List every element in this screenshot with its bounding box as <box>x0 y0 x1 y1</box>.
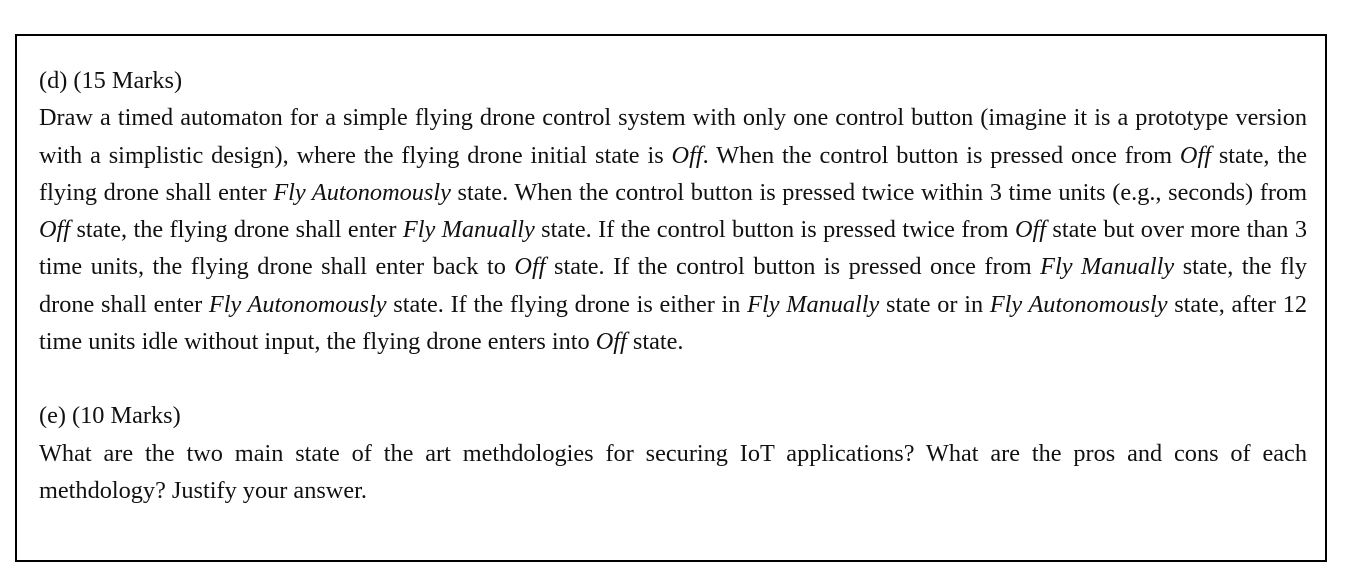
question-d-text: state. If the control button is pressed once from <box>545 253 1041 281</box>
question-d-text: state or in <box>879 290 990 318</box>
question-e-body: What are the two main state of the art methdologies for securing IoT applications? What are the pros and cons of each methdology? Justify your answer. <box>39 439 1307 504</box>
state-off-term: Off <box>39 216 71 244</box>
question-d-text: state, the flying drone shall enter <box>39 141 1308 206</box>
section-spacer <box>39 360 1307 397</box>
state-off-term: Off <box>514 253 546 281</box>
state-off-term: Off <box>1014 216 1047 244</box>
question-d-text: . When the control button is pressed once from <box>702 141 1180 169</box>
question-d-text: state. <box>626 328 684 356</box>
question-content <box>39 62 1307 509</box>
state-off-term: Off <box>671 141 703 169</box>
question-d <box>39 62 1307 360</box>
question-d-text: state. If the flying drone is either in <box>386 290 748 318</box>
state-fly-autonomously-term: Fly Autonomously <box>989 290 1168 318</box>
state-fly-manually-term: Fly Manually <box>1040 253 1175 281</box>
state-fly-autonomously-term: Fly Autonomously <box>208 290 387 318</box>
question-d-text: state. If the control button is pressed twice from <box>534 216 1015 244</box>
state-fly-autonomously-term: Fly Autonomously <box>273 178 451 206</box>
question-d-text: state but over more than 3 time units, the flying drone shall enter back to <box>39 216 1307 281</box>
question-d-text: state, the fly drone shall enter <box>39 253 1308 318</box>
question-d-heading: (d) (15 Marks) <box>39 67 183 94</box>
state-fly-manually-term: Fly Manually <box>402 216 535 244</box>
state-off-term: Off <box>595 328 627 356</box>
question-d-text: state. When the control button is pressed twice within 3 time units (e.g., seconds) from <box>450 178 1307 206</box>
question-d-text: state, after 12 time units idle without input, the flying drone enters into <box>39 290 1308 356</box>
state-fly-manually-term: Fly Manually <box>747 290 880 318</box>
question-d-text: Draw a timed automaton for a simple flying drone control system with only one control button (imagine it is a prototype version with a simplistic design), where the flying drone initial state is <box>39 104 1307 169</box>
question-e <box>39 397 1307 509</box>
question-e-heading: (e) (10 Marks) <box>39 402 181 430</box>
question-d-text: state, the flying drone shall enter <box>70 216 403 244</box>
state-off-term: Off <box>1179 141 1211 169</box>
question-d-body <box>39 99 1307 360</box>
question-box <box>15 34 1327 562</box>
